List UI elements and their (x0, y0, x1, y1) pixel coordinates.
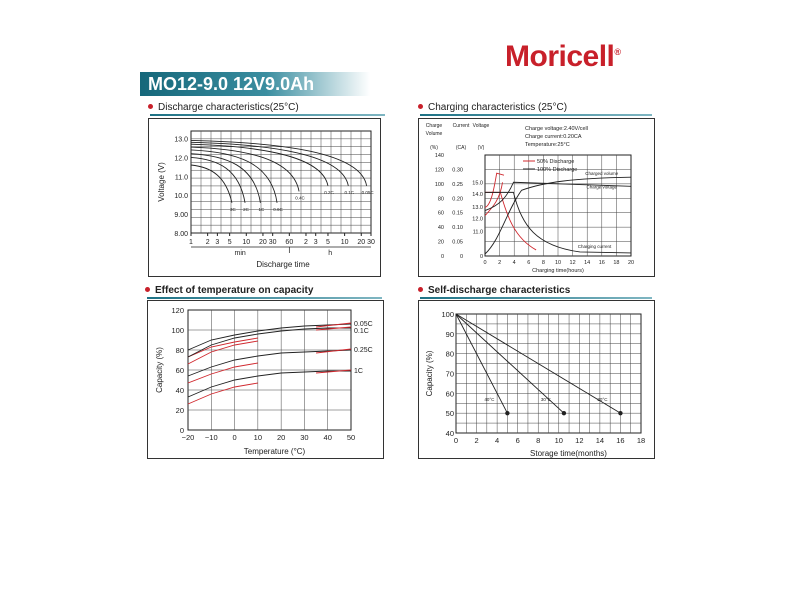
self-endpoint-30°C (562, 411, 566, 415)
y-tick-label: 100 (171, 326, 184, 335)
axis-head: (%) (430, 145, 438, 151)
series-label: 3C (230, 206, 236, 212)
axis-head: Current (452, 123, 470, 129)
section-underline (420, 297, 652, 299)
x-tick-label: 30 (268, 239, 277, 246)
y-tick-label: 80 (445, 349, 454, 359)
x-axis-label: Storage time(months) (530, 449, 607, 458)
x-tick-label: 4 (495, 436, 500, 445)
y-tick-label: 11.0 (174, 174, 188, 182)
charging-note: Temperature:25°C (525, 142, 570, 148)
x-tick-label: 2 (304, 239, 308, 246)
x-tick-label: 14 (595, 436, 605, 445)
self-endpoint-40°C (505, 411, 509, 415)
section-underline (420, 114, 652, 116)
x-tick-label: −10 (204, 433, 218, 442)
y-tick-label: 0 (179, 426, 184, 435)
series-label: 0.05C (354, 321, 373, 328)
x-tick-label: 2 (205, 239, 210, 246)
temp-series-red-1C (188, 383, 258, 404)
y-tick-label: 120 (171, 306, 184, 315)
selfdischarge-chart-panel (418, 300, 655, 459)
curve-50-current (485, 192, 536, 250)
temp-series-1C (188, 371, 351, 397)
curve-label: Charging current (577, 243, 612, 249)
x-tick-label: 10 (242, 239, 251, 246)
y-tick-label: 9.00 (174, 212, 188, 220)
series-label: 2C (243, 206, 249, 212)
y-tick-volume: 140 (434, 153, 444, 159)
x-tick-label: 12 (575, 436, 584, 445)
y-tick-label: 100 (441, 310, 454, 319)
y-tick-label: 20 (175, 406, 184, 415)
y-tick-current: 0.30 (452, 167, 463, 174)
y-tick-label: 70 (445, 369, 454, 379)
y-axis-label: Capacity (%) (155, 347, 164, 393)
self-endpoint-20°C (618, 411, 622, 415)
section-underline (150, 114, 385, 116)
x-tick-label: 6 (527, 260, 531, 266)
y-tick-current: 0.05 (452, 239, 463, 246)
series-label: 0.6C (273, 206, 283, 212)
series-label: 1C (258, 206, 265, 212)
y-axis-label: Capacity (%) (425, 350, 434, 397)
x-tick-label: 3 (215, 239, 220, 246)
series-label: 0.1C (344, 189, 355, 195)
y-tick-voltage: 12.0 (472, 216, 483, 223)
section-title-selfdischarge: Self-discharge characteristics (418, 285, 570, 296)
temp-series-red-0.05C (188, 338, 258, 357)
x-tick-label: 10 (554, 436, 563, 445)
y-tick-volume: 20 (437, 239, 444, 246)
y-tick-label: 10.0 (174, 193, 188, 201)
y-tick-voltage: 15.0 (472, 180, 483, 187)
discharge-chart (149, 119, 380, 276)
x-tick-label: 40 (323, 433, 332, 442)
axis-head: Voltage (472, 123, 490, 129)
axis-head: (V) (477, 145, 485, 151)
x-tick-label: 20 (627, 260, 635, 266)
x-tick-label: 2 (474, 436, 479, 445)
legend-label-50: 50% Discharge (537, 159, 575, 165)
y-tick-label: 12.0 (174, 155, 188, 163)
x-tick-label: 3 (313, 239, 318, 246)
x-tick-label: 8 (536, 436, 541, 445)
bullet-icon (418, 104, 423, 109)
legend-label-100: 100% Discharge (537, 167, 578, 173)
x-tick-label: 6 (515, 436, 520, 445)
y-tick-voltage: 0 (479, 254, 483, 260)
y-tick-current: 0.25 (452, 181, 463, 188)
x-tick-label: 20 (357, 239, 366, 246)
x-tick-label: 60 (285, 239, 294, 246)
y-tick-label: 90 (445, 329, 454, 339)
y-tick-voltage: 13.0 (472, 204, 483, 211)
y-tick-volume: 60 (437, 210, 444, 217)
discharge-chart-panel (148, 118, 381, 277)
x-axis-label: Charging time(hours) (532, 268, 584, 274)
axis-head: Charge (425, 123, 443, 129)
curve-label: Charge voltage (586, 184, 618, 190)
x-tick-label: 30 (367, 239, 375, 246)
discharge-curve-2C (191, 157, 245, 202)
y-tick-volume: 0 (440, 254, 444, 260)
y-tick-current: 0.15 (452, 210, 463, 217)
x-axis-label: Discharge time (256, 260, 310, 269)
temperature-chart (148, 301, 383, 458)
x-tick-label: 0 (453, 436, 459, 445)
y-tick-label: 60 (445, 389, 454, 399)
y-axis-label: Voltage (V) (157, 162, 166, 202)
series-label: 0.4C (295, 195, 305, 201)
x-tick-label: 50 (346, 433, 356, 442)
x-tick-label: 18 (636, 436, 646, 445)
time-group-h: h (328, 250, 333, 257)
y-tick-volume: 40 (437, 225, 444, 232)
section-title-temperature: Effect of temperature on capacity (145, 285, 313, 296)
charging-note: Charge voltage:2.40V/cell (525, 126, 588, 132)
axis-head: (CA) (455, 145, 467, 151)
time-group-min: min (234, 250, 246, 257)
y-tick-label: 40 (445, 429, 454, 438)
x-tick-label: 18 (613, 260, 620, 266)
bullet-icon (418, 287, 423, 292)
charging-note: Charge current:0.20CA (525, 134, 582, 140)
x-tick-label: 0 (232, 433, 237, 442)
selfdischarge-chart (419, 301, 654, 458)
series-label: 0.2C (324, 189, 334, 195)
series-label: 0.1C (354, 328, 369, 335)
series-label: 0.25C (354, 347, 373, 354)
section-title-discharge: Discharge characteristics(25°C) (148, 102, 299, 113)
x-axis-label: Temperature (°C) (243, 447, 306, 456)
product-title-banner: MO12-9.0 12V9.0Ah (140, 72, 370, 96)
y-tick-current: 0.20 (452, 196, 463, 203)
x-tick-label: 14 (584, 260, 591, 266)
y-tick-label: 40 (175, 386, 184, 395)
y-tick-label: 80 (175, 346, 184, 355)
y-tick-label: 13.0 (174, 136, 188, 144)
bullet-icon (145, 287, 150, 292)
x-tick-label: 20 (276, 433, 286, 442)
charging-chart-panel (418, 118, 655, 277)
x-tick-label: 5 (227, 239, 232, 246)
y-tick-current: 0.10 (452, 225, 463, 232)
x-tick-label: 0 (483, 260, 487, 266)
y-tick-volume: 120 (434, 167, 444, 174)
bullet-icon (148, 104, 153, 109)
x-tick-label: 10 (554, 260, 562, 266)
y-tick-volume: 80 (437, 196, 444, 203)
x-tick-label: 1 (189, 239, 193, 246)
x-tick-label: 4 (512, 260, 516, 266)
axis-head: Volume (425, 131, 443, 137)
y-tick-label: 60 (175, 366, 184, 375)
y-tick-volume: 100 (434, 181, 444, 188)
x-tick-label: 2 (498, 260, 502, 266)
temp-series-0.1C (188, 328, 351, 357)
series-label: 1C (354, 368, 363, 375)
x-tick-label: 12 (569, 260, 576, 266)
y-tick-label: 50 (445, 409, 454, 419)
y-tick-voltage: 14.0 (472, 191, 483, 198)
x-tick-label: 16 (598, 260, 605, 266)
temp-series-red-0.25C (188, 363, 258, 383)
curve-label: Charged volume (585, 171, 619, 177)
series-label: 0.05C (361, 189, 374, 195)
section-underline (147, 297, 382, 299)
x-tick-label: 16 (616, 436, 625, 445)
x-tick-label: 30 (300, 433, 309, 442)
discharge-curve-3C (191, 165, 232, 203)
x-tick-label: 5 (326, 239, 330, 246)
x-tick-label: −20 (181, 433, 195, 442)
y-tick-voltage: 11.0 (472, 229, 483, 236)
brand-logo: Moricell® (505, 40, 621, 73)
y-tick-current: 0 (459, 254, 463, 260)
y-tick-label: 8.00 (174, 231, 188, 238)
series-label: 20°C (597, 397, 608, 403)
section-title-charging: Charging characteristics (25°C) (418, 102, 567, 113)
x-tick-label: 8 (541, 260, 545, 266)
x-tick-label: 10 (340, 239, 349, 246)
series-label: 40°C (484, 397, 495, 403)
temperature-chart-panel (147, 300, 384, 459)
charging-chart (419, 119, 654, 276)
x-tick-label: 10 (253, 433, 263, 442)
x-tick-label: 20 (259, 239, 267, 246)
series-label: 30°C (540, 397, 551, 403)
